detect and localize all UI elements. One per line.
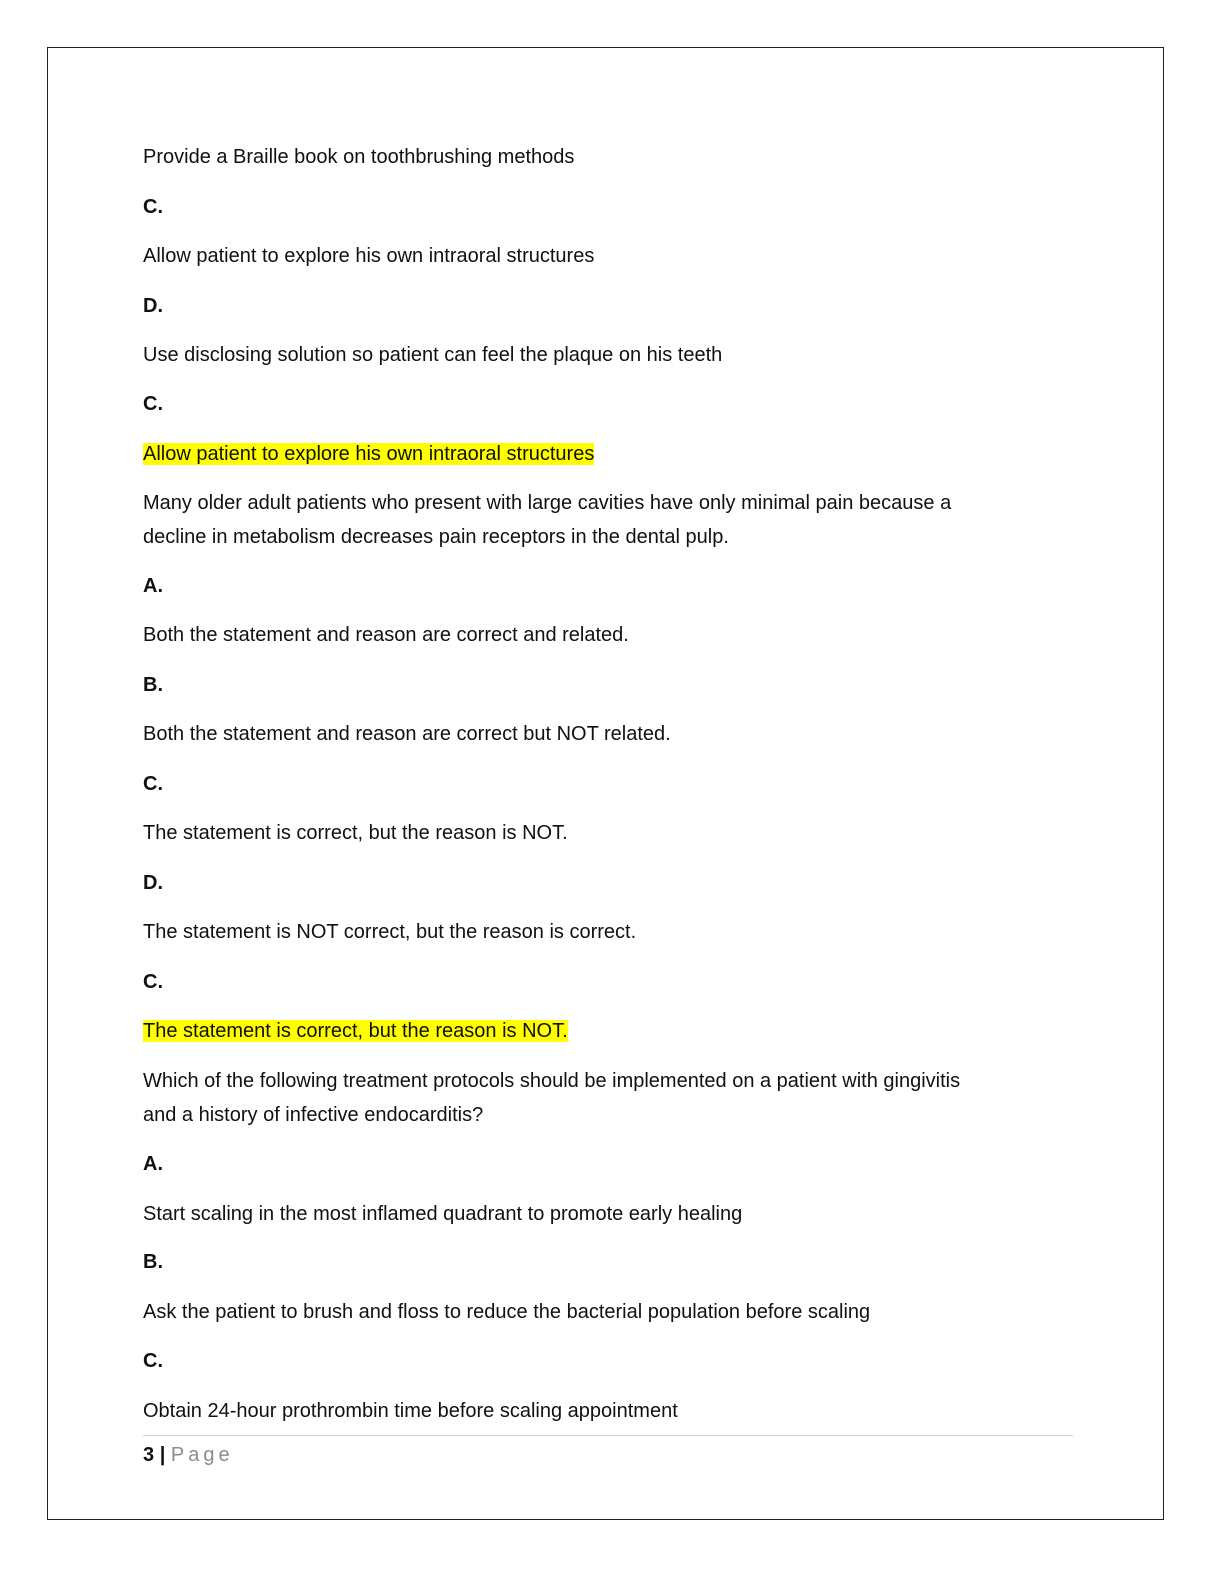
option-text: Ask the patient to brush and floss to reduce the bacterial population before scaling [143,1301,871,1323]
footer-divider [143,1435,1073,1436]
answer-letter: C. [143,971,163,993]
question-text: and a history of infective endocarditis? [143,1104,484,1126]
option-letter: C. [143,773,163,795]
option-letter: D. [143,295,163,317]
option-letter: B. [143,1251,163,1273]
option-letter: A. [143,1153,163,1175]
option-letter: A. [143,575,163,597]
question-text: decline in metabolism decreases pain receptors in the dental pulp. [143,526,729,548]
option-text: Both the statement and reason are correct but NOT related. [143,723,671,745]
option-text: Allow patient to explore his own intraoral structures [143,245,595,267]
footer-separator: | [159,1444,166,1466]
page-footer [143,1438,234,1472]
page-label: Page [170,1444,234,1466]
option-text: Obtain 24-hour prothrombin time before scaling appointment [143,1400,678,1422]
option-letter: C. [143,1350,163,1372]
page-number: 3 [143,1444,155,1466]
highlight: The statement is correct, but the reason is NOT. [143,1020,568,1042]
answer-text-highlighted [143,1014,568,1048]
option-text: The statement is NOT correct, but the reason is correct. [143,921,637,943]
option-letter: D. [143,872,163,894]
option-text: Both the statement and reason are correct and related. [143,624,629,646]
option-text: Use disclosing solution so patient can feel the plaque on his teeth [143,344,723,366]
highlight: Allow patient to explore his own intraoral structures [143,443,595,465]
option-letter: C. [143,196,163,218]
answer-text-highlighted [143,437,594,471]
option-letter: B. [143,674,163,696]
option-text: Start scaling in the most inflamed quadrant to promote early healing [143,1203,743,1225]
option-text: Provide a Braille book on toothbrushing methods [143,146,575,168]
answer-letter: C. [143,393,163,415]
question-text: Which of the following treatment protocols should be implemented on a patient with gingivitis [143,1070,961,1092]
option-text: The statement is correct, but the reason is NOT. [143,822,568,844]
question-text: Many older adult patients who present with large cavities have only minimal pain because a [143,492,952,514]
